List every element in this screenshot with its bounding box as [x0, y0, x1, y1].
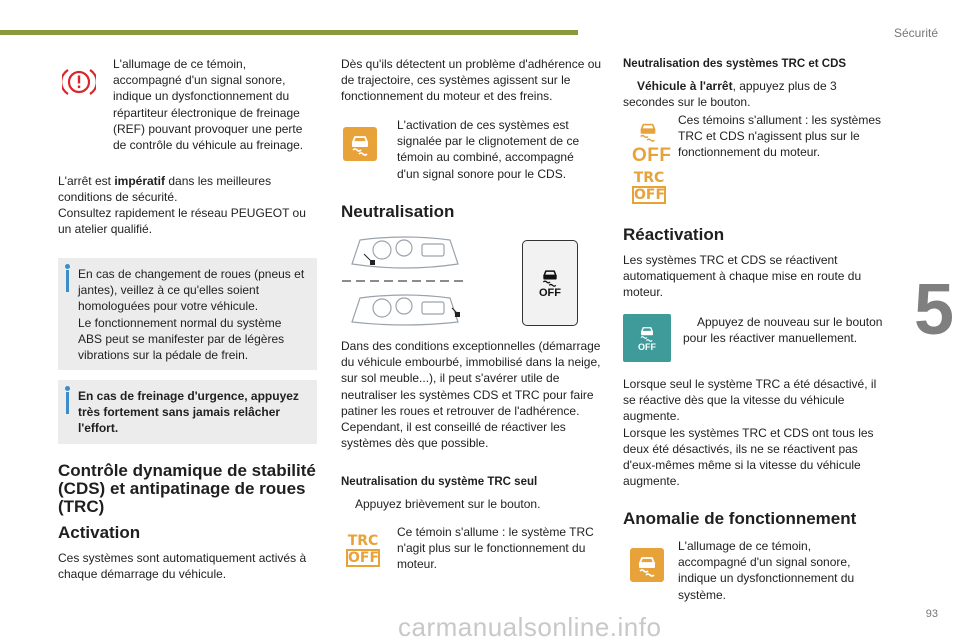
- skid-car-icon: [539, 267, 561, 287]
- both-step: [623, 78, 885, 110]
- page-number: 93: [925, 608, 938, 620]
- blink-text: L'activation de ces systèmes est signalée par le clignotement de ce témoin au combiné, accompagné d'un signal sonore pour le CDS.: [397, 118, 580, 181]
- anomalie-title: Anomalie de fonctionnement: [623, 509, 857, 528]
- note-wheels-text: En cas de changement de roues (pneus et jantes), veillez à ce qu'elles soient homologuées pour votre véhicule. Le fonctionnement normal du système ABS peut se manifester par de légères vibrations sur la pédale de frein.: [78, 267, 305, 363]
- top-accent-bar: [0, 30, 578, 35]
- button-off-label: OFF: [539, 287, 561, 299]
- intro-text: Dès qu'ils détectent un problème d'adhérence ou de trajectoire, ces systèmes agissent sur le fonctionnement du moteur et des freins.: [341, 57, 602, 104]
- note-box-brake: [58, 380, 317, 444]
- info-icon: [65, 386, 70, 391]
- trc-icon-top: TRC: [347, 533, 379, 549]
- trc-off-icon: [346, 534, 380, 567]
- reactivation-text: Les systèmes TRC et CDS se réactivent automatiquement à chaque mise en route du moteur.: [623, 253, 862, 300]
- both-step-rest: , appuyez plus de 3 secondes sur le bouton.: [623, 79, 837, 110]
- esp-off-button-icon: [623, 314, 671, 362]
- trc-only-subtitle: Neutralisation du système TRC seul: [341, 476, 538, 488]
- dashboard-illustration: [342, 234, 468, 328]
- press-again-text: [683, 314, 883, 346]
- neutral-text: Dans des conditions exceptionnelles (démarrage du véhicule embourbé, immobilisé dans la neige, sur sol meuble...), il peut s'avérer utile de neutraliser les systèmes CDS et TRC pour faire patiner les roues et retrouver de l'adhérence. Cependant, il est conseillé de réactiver les systèmes dès que possible.: [341, 339, 601, 451]
- cds-trc-title: Contrôle dynamique de stabilité (CDS) et antipatinage de roues (TRC): [58, 461, 316, 516]
- stop-bold: impératif: [114, 174, 166, 188]
- trc-icon-bottom: OFF: [634, 187, 666, 203]
- both-subtitle: Neutralisation des systèmes TRC et CDS: [623, 58, 847, 70]
- trc-step-text: Appuyez brièvement sur le bouton.: [355, 497, 541, 511]
- esp-off-warning-icon: [632, 120, 672, 166]
- both-step-bold: Véhicule à l'arrêt: [637, 79, 733, 93]
- skid-warning-icon: [343, 127, 377, 161]
- neutralisation-title: Neutralisation: [341, 202, 455, 221]
- teal-off-label: OFF: [638, 342, 656, 352]
- stop-suffix: dans les meilleures conditions de sécurité.: [58, 174, 272, 205]
- note-brake-text: En cas de freinage d'urgence, appuyez très fortement sans jamais relâcher l'effort.: [78, 389, 299, 436]
- esp-off-button[interactable]: [522, 240, 578, 326]
- stop-text: [58, 173, 318, 205]
- anomalie-text: L'allumage de ce témoin, accompagné d'un signal sonore, indique un dysfonctionnement du système.: [678, 539, 855, 602]
- note-box-wheels: [58, 258, 317, 370]
- trc-step: [341, 496, 603, 512]
- both-off-text: Ces témoins s'allument : les systèmes TRC et CDS n'agissent plus sur le fonctionnement du moteur.: [678, 113, 882, 160]
- section-label: Sécurité: [893, 26, 938, 40]
- stop-prefix: L'arrêt est: [58, 174, 115, 188]
- trc-off-icon: [632, 171, 666, 204]
- trc-off-text: Ce témoin s'allume : le système TRC n'agit plus sur le fonctionnement du moteur.: [397, 525, 594, 572]
- watermark: carmanualsonline.info: [398, 612, 662, 642]
- info-bar: [66, 270, 69, 292]
- press-again-body: Appuyez de nouveau sur le bouton pour les réactiver manuellement.: [683, 315, 883, 346]
- trc-icon-bottom: OFF: [348, 550, 380, 566]
- esp-off-label: OFF: [632, 145, 672, 166]
- skid-fault-icon: [630, 548, 664, 582]
- brake-warning-icon: [62, 67, 96, 102]
- info-icon: [65, 264, 70, 269]
- skid-car-icon: [637, 324, 657, 342]
- chapter-number: 5: [913, 270, 954, 350]
- activation-title: Activation: [58, 523, 141, 542]
- ref-warning-text: L'allumage de ce témoin, accompagné d'un signal sonore, indique un dysfonctionnement du répartiteur électronique de freinage (REF) pouvant provoquer une perte de contrôle du véhicule au freinage.: [113, 57, 304, 153]
- consult-text: Consultez rapidement le réseau PEUGEOT ou un atelier qualifié.: [58, 206, 306, 237]
- skid-car-icon: [635, 120, 661, 142]
- reactivation-details: Lorsque seul le système TRC a été désactivé, il se réactive dès que la vitesse du véhicule augmente. Lorsque les systèmes TRC et CDS ont tous les deux été désactivés, ils ne se réactivent pas d'eux-mêmes même si la vitesse du véhicule augmente.: [623, 377, 877, 489]
- trc-icon-top: TRC: [633, 170, 665, 186]
- reactivation-title: Réactivation: [623, 225, 725, 244]
- activation-text: Ces systèmes sont automatiquement activés à chaque démarrage du véhicule.: [58, 551, 307, 582]
- info-bar: [66, 392, 69, 414]
